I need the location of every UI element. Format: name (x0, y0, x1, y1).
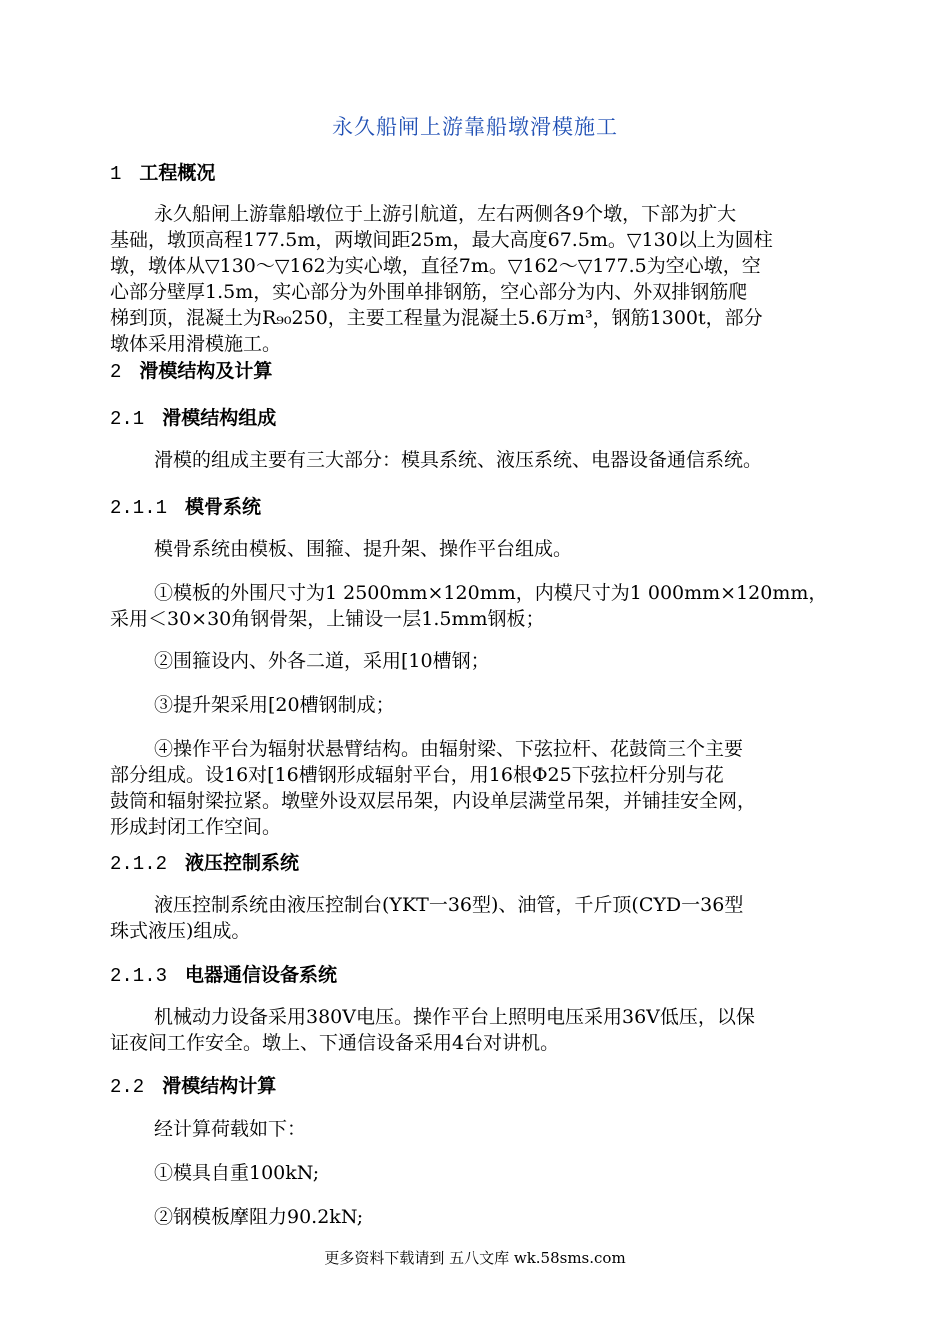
heading-1 (110, 158, 215, 185)
document-title: 永久船闸上游靠船墩滑模施工 (332, 115, 618, 139)
text-line: ④操作平台为辐射状悬臂结构。由辐射梁、下弦拉杆、花鼓筒三个主要 (154, 738, 744, 760)
heading-number: 2.2 (110, 1076, 145, 1098)
text-line: 形成封闭工作空间。 (110, 816, 282, 838)
heading-2-1 (110, 403, 276, 430)
paragraph-load-item-2 (110, 1204, 862, 1230)
text-line: 鼓筒和辐射梁拉紧。墩壁外设双层吊架，内设单层满堂吊架，并铺挂安全网， (110, 790, 757, 812)
text-line: ②围箍设内、外各二道，采用[10槽钢； (154, 650, 490, 672)
paragraph-item-platform (110, 736, 862, 840)
text-line: 梯到顶，混凝土为R₉₀250，主要工程量为混凝土5.6万m³，钢筋1300t，部分 (110, 307, 763, 329)
paragraph-formwork-system (110, 536, 862, 562)
text-line: 液压控制系统由液压控制台(YKT一36型)、油管，千斤顶(CYD一36型 (154, 894, 744, 916)
heading-2-2 (110, 1071, 276, 1098)
heading-label: 电器通信设备系统 (185, 964, 338, 986)
heading-label: 滑模结构组成 (162, 407, 277, 429)
paragraph-composition (110, 447, 862, 473)
text-line: 墩，墩体从▽130～▽162为实心墩，直径7m。▽162～▽177.5为空心墩，空 (110, 255, 761, 277)
heading-number: 1 (110, 163, 122, 185)
text-line: ①模具自重100kN; (154, 1162, 320, 1184)
heading-label: 滑模结构及计算 (139, 360, 273, 382)
paragraph-hydraulic (110, 892, 862, 944)
heading-label: 模骨系统 (185, 496, 262, 518)
heading-2 (110, 356, 272, 383)
text-line: ①模板的外围尺寸为1 2500mm×120mm，内模尺寸为1 000mm×120mm， (154, 582, 828, 604)
heading-number: 2.1.1 (110, 497, 168, 519)
text-line: 证夜间工作安全。墩上、下通信设备采用4台对讲机。 (110, 1032, 560, 1054)
heading-number: 2.1.2 (110, 853, 168, 875)
heading-2-1-2 (110, 848, 299, 875)
text-line: 珠式液压)组成。 (110, 920, 251, 942)
page-footer: 更多资料下载请到 五八文库 wk.58sms.com (324, 1249, 626, 1267)
text-line: 永久船闸上游靠船墩位于上游引航道，左右两侧各9个墩，下部为扩大 (154, 203, 737, 225)
heading-label: 工程概况 (139, 162, 216, 184)
text-line: 机械动力设备采用380V电压。操作平台上照明电压采用36V低压，以保 (154, 1006, 755, 1028)
text-line: 滑模的组成主要有三大部分：模具系统、液压系统、电器设备通信系统。 (154, 449, 763, 471)
paragraph-overview (110, 201, 862, 357)
text-line: 经计算荷载如下： (154, 1118, 307, 1140)
heading-2-1-1 (110, 492, 261, 519)
paragraph-item-lifting-frame (110, 692, 862, 718)
heading-label: 液压控制系统 (185, 852, 300, 874)
heading-number: 2.1 (110, 408, 145, 430)
text-line: 心部分壁厚1.5m，实心部分为外围单排钢筋，空心部分为内、外双排钢筋爬 (110, 281, 748, 303)
heading-label: 滑模结构计算 (162, 1075, 277, 1097)
paragraph-item-formwork (110, 580, 862, 632)
heading-number: 2.1.3 (110, 965, 168, 987)
text-line: 墩体采用滑模施工。 (110, 333, 282, 355)
heading-2-1-3 (110, 960, 337, 987)
heading-number: 2 (110, 361, 122, 383)
paragraph-load-item-1 (110, 1160, 862, 1186)
text-line: 采用＜30×30角钢骨架，上铺设一层1.5mm钢板； (110, 608, 545, 630)
paragraph-load-intro (110, 1116, 862, 1142)
text-line: 模骨系统由模板、围箍、提升架、操作平台组成。 (154, 538, 573, 560)
paragraph-item-hoop (110, 648, 862, 674)
text-line: ②钢模板摩阻力90.2kN; (154, 1206, 364, 1228)
text-line: 基础，墩顶高程177.5m，两墩间距25m，最大高度67.5m。▽130以上为圆柱 (110, 229, 773, 251)
paragraph-electrical (110, 1004, 862, 1056)
text-line: ③提升架采用[20槽钢制成； (154, 694, 395, 716)
text-line: 部分组成。设16对[16槽钢形成辐射平台，用16根Φ25下弦拉杆分别与花 (110, 764, 724, 786)
